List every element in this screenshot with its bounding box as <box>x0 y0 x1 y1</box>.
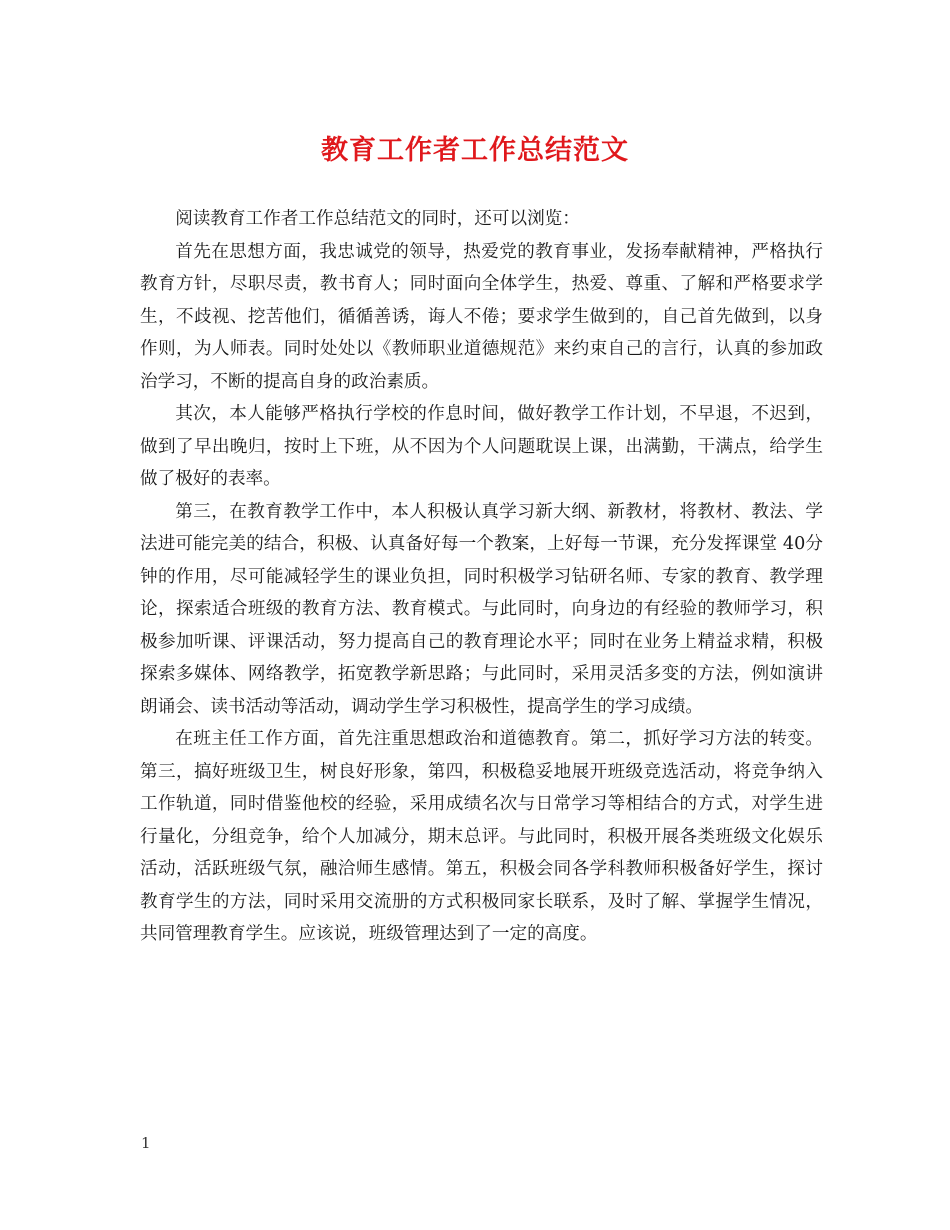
document-body <box>140 203 823 951</box>
paragraph-thought: 首先在思想方面，我忠诚党的领导，热爱党的教育事业，发扬奉献精神，严格执行教育方针，尽职尽责，教书育人；同时面向全体学生，热爱、尊重、了解和严格要求学生，不歧视、挖苦他们，循循善诱，诲人不倦；要求学生做到的，自己首先做到，以身作则，为人师表。同时处处以《教师职业道德规范》来约束自己的言行，认真的参加政治学习，不断的提高自身的政治素质。 <box>140 241 823 392</box>
page-number: 1 <box>141 1134 151 1152</box>
paragraph-class-management: 在班主任工作方面，首先注重思想政治和道德教育。第二，抓好学习方法的转变。第三，搞好班级卫生，树良好形象，第四，积极稳妥地展开班级竞选活动，将竞争纳入工作轨道，同时借鉴他校的经验，采用成绩名次与日常学习等相结合的方式，对学生进行量化，分组竞争，给个人加减分，期末总评。与此同时，积极开展各类班级文化娱乐活动，活跃班级气氛，融洽师生感情。第五，积极会同各学科教师积极备好学生，探讨教育学生的方法，同时采用交流册的方式积极同家长联系，及时了解、掌握学生情况，共同管理教育学生。应该说，班级管理达到了一定的高度。 <box>140 729 823 944</box>
paragraph-intro: 阅读教育工作者工作总结范文的同时，还可以浏览： <box>175 209 580 229</box>
paragraph-teaching: 第三，在教育教学工作中，本人积极认真学习新大纲、新教材，将教材、教法、学法进可能完美的结合，积极、认真备好每一个教案，上好每一节课，充分发挥课堂 40分钟的作用，尽可能减轻学生的课业负担，同时积极学习钻研名师、专家的教育、教学理论，探索适合班级的教育方法、教育模式。与此同时，向身边的有经验的教师学习，积极参加听课、评课活动，努力提高自己的教育理论水平；同时在业务上精益求精，积极探索多媒体、网络教学，拓宽教学新思路；与此同时，采用灵活多变的方法，例如演讲朗诵会、读书活动等活动，调动学生学习积极性，提高学生的学习成绩。 <box>140 501 823 717</box>
paragraph-discipline: 其次，本人能够严格执行学校的作息时间，做好教学工作计划，不早退，不迟到，做到了早出晚归，按时上下班，从不因为个人问题耽误上课，出满勤，干满点，给学生做了极好的表率。 <box>140 404 823 489</box>
document-title: 教育工作者工作总结范文 <box>321 135 629 166</box>
